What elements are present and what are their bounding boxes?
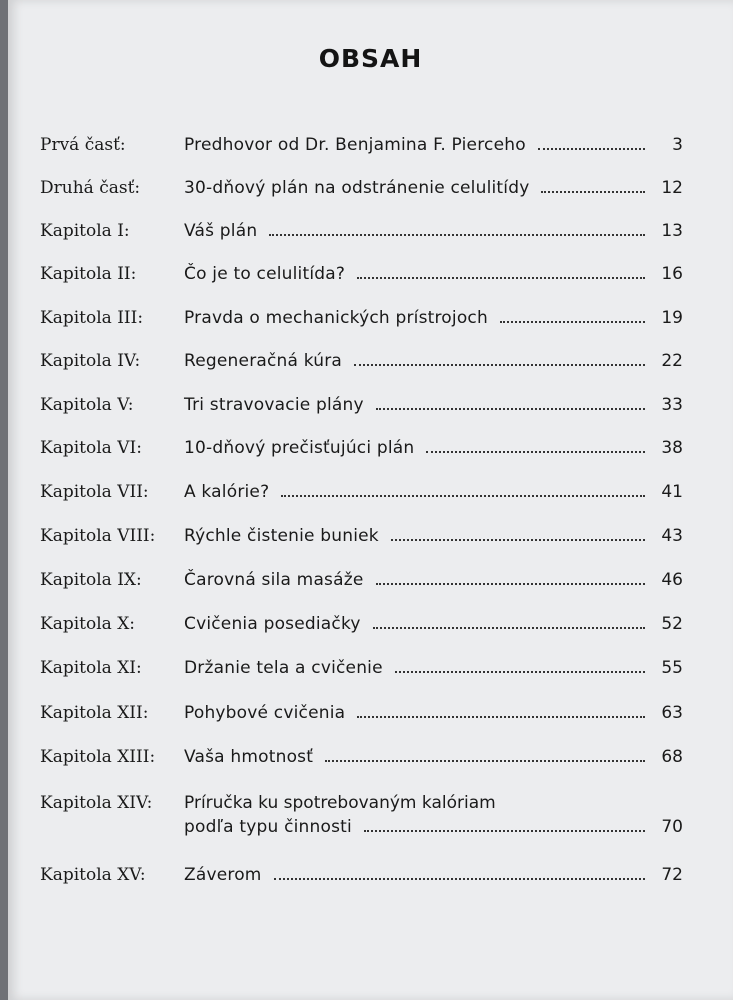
toc-label: Kapitola XII: (40, 703, 149, 723)
toc-entry (8, 570, 733, 600)
toc-page-number: 13 (661, 221, 683, 241)
toc-label: Kapitola VIII: (40, 526, 156, 546)
toc-page-number: 72 (661, 865, 683, 885)
dot-leader (269, 234, 645, 236)
toc-page-number: 70 (661, 817, 683, 837)
toc-page-number: 46 (661, 570, 683, 590)
toc-label: Prvá časť: (40, 135, 126, 155)
dot-leader (500, 321, 645, 323)
book-page (8, 0, 733, 1000)
toc-entry (8, 526, 733, 556)
toc-entry (8, 135, 733, 165)
toc-title: 30-dňový plán na odstránenie celulitídy (184, 178, 530, 198)
dot-leader (391, 539, 645, 541)
toc-title: 10-dňový prečisťujúci plán (184, 438, 415, 458)
dot-leader (373, 627, 645, 629)
toc-label: Kapitola IX: (40, 570, 142, 590)
toc-entry (8, 221, 733, 251)
dot-leader (281, 495, 645, 497)
toc-entry (8, 351, 733, 381)
toc-entry (8, 747, 733, 777)
dot-leader (364, 830, 645, 832)
toc-page-number: 38 (661, 438, 683, 458)
toc-label: Kapitola XIII: (40, 747, 156, 767)
toc-page-number: 55 (661, 658, 683, 678)
toc-entry (8, 308, 733, 338)
toc-title: podľa typu činnosti (184, 817, 352, 837)
toc-label: Kapitola I: (40, 221, 130, 241)
toc-label: Kapitola IV: (40, 351, 141, 371)
dot-leader (395, 671, 645, 673)
toc-entry (8, 793, 733, 845)
toc-entry (8, 438, 733, 468)
toc-title-line1: Príručka ku spotrebovaným kalóriam (184, 793, 496, 813)
toc-title: Čarovná sila masáže (184, 570, 364, 590)
toc-entry (8, 482, 733, 512)
toc-entry (8, 865, 733, 895)
dot-leader (541, 191, 645, 193)
toc-entry (8, 703, 733, 733)
toc-label: Kapitola II: (40, 264, 137, 284)
toc-title: Predhovor od Dr. Benjamina F. Pierceho (184, 135, 526, 155)
page-title: OBSAH (318, 44, 423, 73)
dot-leader (376, 583, 645, 585)
toc-page-number: 16 (661, 264, 683, 284)
toc-title: Pravda o mechanických prístrojoch (184, 308, 488, 328)
toc-page-number: 63 (661, 703, 683, 723)
toc-title: Regeneračná kúra (184, 351, 343, 371)
toc-title: A kalórie? (184, 482, 270, 502)
toc-title: Držanie tela a cvičenie (184, 658, 383, 678)
dot-leader (274, 878, 645, 880)
dot-leader (357, 716, 645, 718)
toc-page-number: 3 (672, 135, 683, 155)
toc-label: Kapitola X: (40, 614, 136, 634)
toc-page-number: 33 (661, 395, 683, 415)
toc-label: Kapitola XI: (40, 658, 142, 678)
toc-label: Kapitola III: (40, 308, 144, 328)
toc-title: Záverom (184, 865, 262, 885)
toc-entry (8, 614, 733, 644)
toc-label: Kapitola VII: (40, 482, 149, 502)
toc-page-number: 22 (661, 351, 683, 371)
dot-leader (354, 364, 645, 366)
dot-leader (357, 277, 645, 279)
dot-leader (376, 408, 645, 410)
toc-title: Pohybové cvičenia (184, 703, 346, 723)
toc-title: Rýchle čistenie buniek (184, 526, 379, 546)
dot-leader (325, 760, 645, 762)
toc-page-number: 52 (661, 614, 683, 634)
toc-title: Vaša hmotnosť (184, 747, 314, 767)
toc-entry (8, 178, 733, 208)
toc-page-number: 41 (661, 482, 683, 502)
toc-page-number: 68 (661, 747, 683, 767)
dot-leader (538, 148, 645, 150)
dot-leader (426, 451, 645, 453)
table-of-contents (8, 0, 733, 1000)
toc-label: Kapitola XIV: (40, 793, 153, 813)
toc-entry (8, 395, 733, 425)
toc-title: Váš plán (184, 221, 258, 241)
toc-page-number: 19 (661, 308, 683, 328)
toc-title: Tri stravovacie plány (184, 395, 364, 415)
toc-entry (8, 264, 733, 294)
toc-label: Kapitola V: (40, 395, 134, 415)
toc-page-number: 43 (661, 526, 683, 546)
toc-title: Čo je to celulitída? (184, 264, 346, 284)
toc-entry (8, 658, 733, 688)
toc-page-number: 12 (661, 178, 683, 198)
toc-label: Druhá časť: (40, 178, 141, 198)
toc-title: Cvičenia posediačky (184, 614, 361, 634)
toc-label: Kapitola XV: (40, 865, 146, 885)
toc-label: Kapitola VI: (40, 438, 142, 458)
